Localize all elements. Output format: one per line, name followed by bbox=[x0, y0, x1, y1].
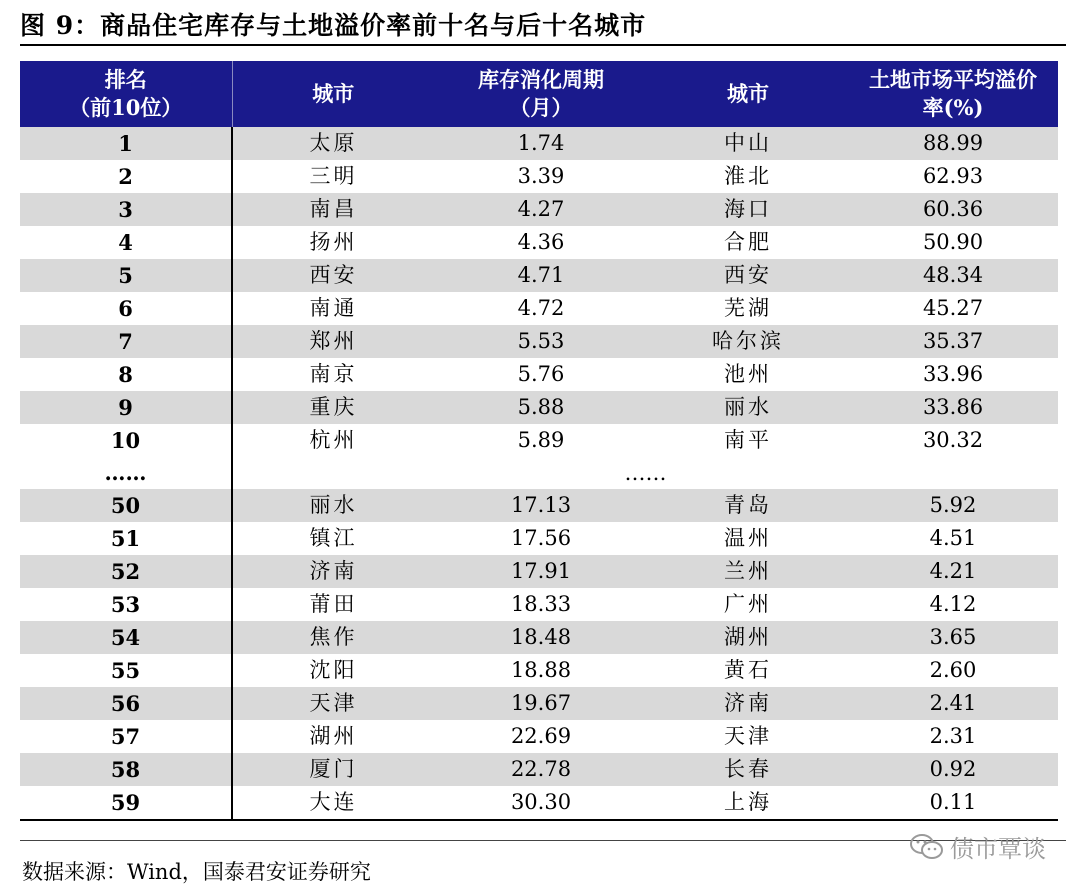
rank-cell: 1 bbox=[20, 127, 232, 160]
inventory-cycle-cell: 5.89 bbox=[517, 428, 565, 452]
inventory-cycle-cell: 22.78 bbox=[434, 753, 648, 786]
table-row bbox=[20, 193, 1058, 226]
inventory-cycle-cell: 30.30 bbox=[434, 786, 648, 820]
city-cell: 兰州 bbox=[648, 555, 848, 588]
watermark-text: 债市覃谈 bbox=[950, 835, 1046, 863]
land-premium-cell: 5.92 bbox=[848, 489, 1058, 522]
table-row bbox=[20, 786, 1058, 820]
table-row bbox=[20, 358, 1058, 391]
land-premium-cell: 45.27 bbox=[922, 296, 984, 320]
rank-cell: 57 bbox=[20, 720, 232, 753]
rank-cell: 56 bbox=[20, 687, 232, 720]
city-cell: 广州 bbox=[724, 592, 772, 616]
rank-cell: 50 bbox=[20, 489, 232, 522]
land-premium-cell: 33.96 bbox=[922, 362, 984, 386]
city-cell: 焦作 bbox=[232, 621, 434, 654]
land-premium-cell: 3.65 bbox=[848, 621, 1058, 654]
city-cell: 天津 bbox=[232, 687, 434, 720]
inventory-cycle-cell: 18.33 bbox=[510, 592, 572, 616]
inventory-cycle-cell: 4.36 bbox=[517, 230, 565, 254]
city-cell: 丽水 bbox=[232, 489, 434, 522]
city-cell: 镇江 bbox=[309, 526, 358, 550]
city-cell: 沈阳 bbox=[309, 658, 358, 682]
header-land-premium-text: 土地市场平均溢价 率(%) bbox=[869, 67, 1037, 120]
inventory-cycle-cell: 4.27 bbox=[434, 193, 648, 226]
land-premium-cell: 88.99 bbox=[848, 127, 1058, 160]
rank-cell: 9 bbox=[20, 391, 232, 424]
table-row bbox=[20, 259, 1058, 292]
city-cell: 池州 bbox=[724, 362, 772, 386]
rank-cell: 51 bbox=[20, 522, 232, 555]
land-premium-cell: 48.34 bbox=[848, 259, 1058, 292]
city-cell: 南通 bbox=[309, 296, 358, 320]
land-premium-cell: 33.86 bbox=[848, 391, 1058, 424]
header-inventory-cycle bbox=[434, 61, 648, 127]
inventory-cycle-cell: 5.88 bbox=[434, 391, 648, 424]
rank-cell: 7 bbox=[20, 325, 232, 358]
city-cell: 上海 bbox=[648, 786, 848, 820]
header-city-inventory bbox=[232, 61, 434, 127]
title-rule bbox=[20, 44, 1066, 46]
ellipsis-body: …… bbox=[232, 457, 1058, 489]
city-cell: 温州 bbox=[724, 526, 772, 550]
land-premium-cell: 50.90 bbox=[922, 230, 984, 254]
city-cell: 太原 bbox=[232, 127, 434, 160]
city-cell: 哈尔滨 bbox=[648, 325, 848, 358]
inventory-cycle-cell: 17.13 bbox=[434, 489, 648, 522]
inventory-cycle-cell: 19.67 bbox=[434, 687, 648, 720]
city-cell: 天津 bbox=[724, 724, 772, 748]
city-cell: 丽水 bbox=[648, 391, 848, 424]
table-row bbox=[20, 325, 1058, 358]
inventory-cycle-cell: 22.69 bbox=[510, 724, 572, 748]
rank-cell: 52 bbox=[20, 555, 232, 588]
city-cell: 郑州 bbox=[232, 325, 434, 358]
header-inventory-cycle-text: 库存消化周期 （月） bbox=[478, 67, 604, 120]
city-cell: 南平 bbox=[724, 428, 772, 452]
ellipsis-rank: …… bbox=[20, 457, 232, 489]
rank-cell: 55 bbox=[20, 654, 232, 687]
city-cell: 中山 bbox=[648, 127, 848, 160]
land-premium-cell: 4.21 bbox=[848, 555, 1058, 588]
land-premium-cell: 4.51 bbox=[929, 526, 977, 550]
city-cell: 海口 bbox=[648, 193, 848, 226]
land-premium-cell: 35.37 bbox=[848, 325, 1058, 358]
table-row bbox=[20, 522, 1058, 555]
source-note: 数据来源：Wind，国泰君安证券研究 bbox=[22, 860, 371, 884]
land-premium-cell: 60.36 bbox=[848, 193, 1058, 226]
city-cell: 西安 bbox=[232, 259, 434, 292]
city-ranking-table bbox=[20, 61, 1058, 821]
table-row bbox=[20, 391, 1058, 424]
rank-cell: 8 bbox=[20, 358, 232, 391]
header-land-premium bbox=[848, 61, 1058, 127]
inventory-cycle-cell: 17.56 bbox=[510, 526, 572, 550]
inventory-cycle-cell: 3.39 bbox=[517, 164, 565, 188]
table-row bbox=[20, 489, 1058, 522]
table-row bbox=[20, 424, 1058, 457]
city-cell: 芜湖 bbox=[724, 296, 772, 320]
table-row bbox=[20, 753, 1058, 786]
city-cell: 莆田 bbox=[309, 592, 358, 616]
inventory-cycle-cell: 17.91 bbox=[434, 555, 648, 588]
inventory-cycle-cell: 5.53 bbox=[434, 325, 648, 358]
inventory-cycle-cell: 18.48 bbox=[434, 621, 648, 654]
table-row bbox=[20, 588, 1058, 621]
rank-cell: 54 bbox=[20, 621, 232, 654]
city-cell: 杭州 bbox=[309, 428, 358, 452]
city-cell: 济南 bbox=[648, 687, 848, 720]
ellipsis-row bbox=[20, 457, 1058, 489]
land-premium-cell: 62.93 bbox=[922, 164, 984, 188]
city-cell: 南昌 bbox=[232, 193, 434, 226]
rank-cell: 4 bbox=[20, 226, 232, 259]
watermark bbox=[910, 829, 1046, 864]
rank-cell: 2 bbox=[20, 160, 232, 193]
table-row bbox=[20, 621, 1058, 654]
inventory-cycle-cell: 1.74 bbox=[434, 127, 648, 160]
rank-cell: 10 bbox=[20, 424, 232, 457]
inventory-cycle-cell: 4.72 bbox=[517, 296, 565, 320]
land-premium-cell: 0.11 bbox=[848, 786, 1058, 820]
city-cell: 合肥 bbox=[724, 230, 772, 254]
table-row bbox=[20, 160, 1058, 193]
land-premium-cell: 30.32 bbox=[922, 428, 984, 452]
rank-cell: 6 bbox=[20, 292, 232, 325]
figure-title: 图 9：商品住宅库存与土地溢价率前十名与后十名城市 bbox=[20, 11, 647, 40]
city-cell: 大连 bbox=[232, 786, 434, 820]
rank-cell: 59 bbox=[20, 786, 232, 820]
table-row bbox=[20, 127, 1058, 160]
rank-cell: 5 bbox=[20, 259, 232, 292]
header-city-premium-text: 城市 bbox=[727, 81, 769, 106]
city-cell: 青岛 bbox=[648, 489, 848, 522]
city-cell: 济南 bbox=[232, 555, 434, 588]
header-rank bbox=[20, 61, 232, 127]
city-cell: 重庆 bbox=[232, 391, 434, 424]
land-premium-cell: 2.31 bbox=[929, 724, 977, 748]
city-cell: 三明 bbox=[309, 164, 358, 188]
land-premium-cell: 2.41 bbox=[848, 687, 1058, 720]
table-row bbox=[20, 687, 1058, 720]
land-premium-cell: 0.92 bbox=[848, 753, 1058, 786]
city-cell: 黄石 bbox=[724, 658, 772, 682]
inventory-cycle-cell: 4.71 bbox=[434, 259, 648, 292]
inventory-cycle-cell: 5.76 bbox=[517, 362, 565, 386]
header-city-premium bbox=[648, 61, 848, 127]
city-cell: 南京 bbox=[309, 362, 358, 386]
wechat-icon bbox=[910, 833, 944, 861]
city-cell: 长春 bbox=[648, 753, 848, 786]
table-row bbox=[20, 555, 1058, 588]
land-premium-cell: 2.60 bbox=[929, 658, 977, 682]
rank-cell: 58 bbox=[20, 753, 232, 786]
rank-cell: 53 bbox=[20, 588, 232, 621]
city-cell: 淮北 bbox=[724, 164, 772, 188]
rank-cell: 3 bbox=[20, 193, 232, 226]
header-rank-text: 排名 （前10位） bbox=[69, 67, 183, 120]
table-header-row bbox=[20, 61, 1058, 127]
table-row bbox=[20, 720, 1058, 753]
land-premium-cell: 4.12 bbox=[929, 592, 977, 616]
table-row bbox=[20, 292, 1058, 325]
inventory-cycle-cell: 18.88 bbox=[510, 658, 572, 682]
header-city-inventory-text: 城市 bbox=[312, 81, 355, 106]
table-row bbox=[20, 226, 1058, 259]
city-cell: 湖州 bbox=[648, 621, 848, 654]
city-cell: 扬州 bbox=[309, 230, 358, 254]
table-row bbox=[20, 654, 1058, 687]
city-cell: 西安 bbox=[648, 259, 848, 292]
city-cell: 厦门 bbox=[232, 753, 434, 786]
city-cell: 湖州 bbox=[309, 724, 358, 748]
